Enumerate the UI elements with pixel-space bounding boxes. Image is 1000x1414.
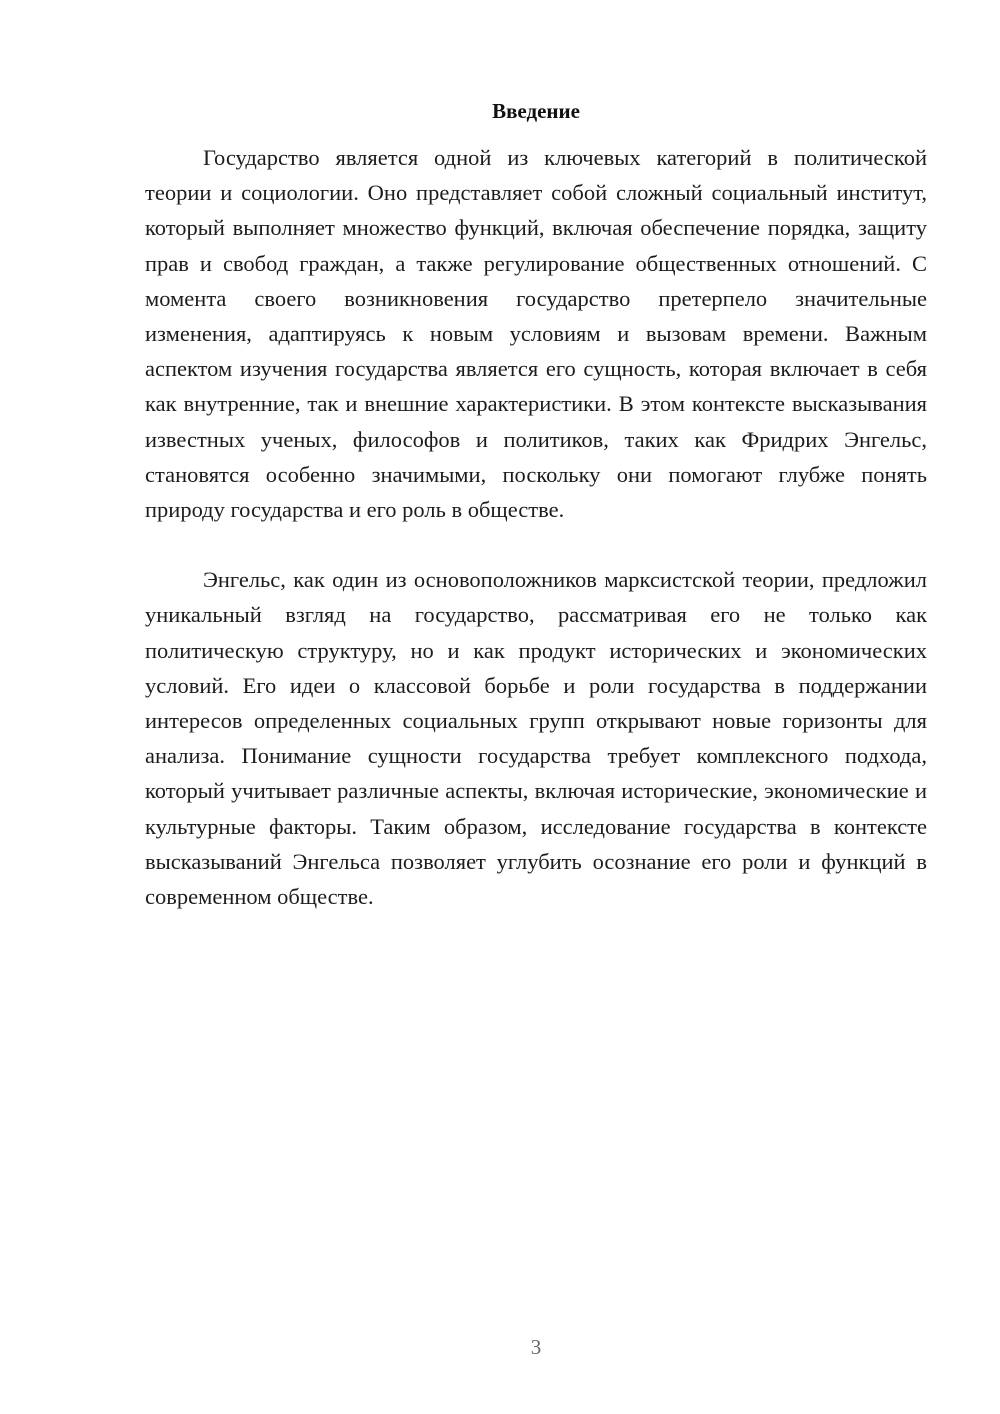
paragraph-2: Энгельс, как один из основоположников марксистской теории, предложил уникальный взгляд на государство, рассматривая его не только как политическую структуру, но и как продукт исторических и экономических условий. Его идеи о классовой борьбе и роли государства в поддержании интересов определенных социальных групп открывают новые горизонты для анализа. Понимание сущности государства требует комплексного подхода, который учитывает различные аспекты, включая исторические, экономические и культурные факторы. Таким образом, исследование государства в контексте высказываний Энгельса позволяет углубить осознание его роли и функций в современном обществе. xyxy=(145,567,927,910)
page-number: 3 xyxy=(530,1335,542,1359)
section-heading: Введение xyxy=(492,99,580,123)
paragraph-1: Государство является одной из ключевых категорий в политической теории и социологии. Оно представляет собой сложный социальный институт, который выполняет множество функций, включая обеспечение порядка, защиту прав и свобод граждан, а также регулирование общественных отношений. С момента своего возникновения государство претерпело значительные изменения, адаптируясь к новым условиям и вызовам времени. Важным аспектом изучения государства является его сущность, которая включает в себя как внутренние, так и внешние характеристики. В этом контексте высказывания известных ученых, философов и политиков, таких как Фридрих Энгельс, становятся особенно значимыми, поскольку они помогают глубже понять природу государства и его роль в обществе. xyxy=(145,145,927,523)
body-text xyxy=(145,140,927,914)
